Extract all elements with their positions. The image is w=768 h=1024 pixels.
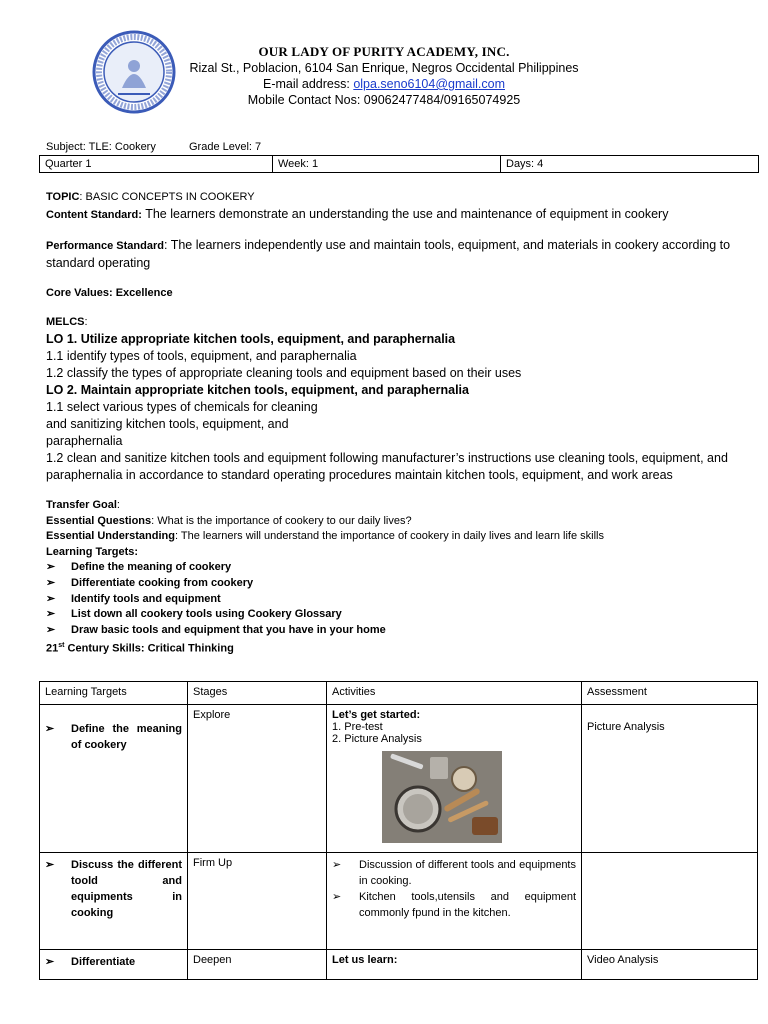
target-text-wrap [45,857,182,921]
target-text: Define the meaning of cookery [71,723,182,751]
arrow-bullet-icon: ➢ [45,859,55,871]
performance-standard-label: Performance Standard [46,240,164,253]
arrow-bullet-icon: ➢ [332,891,342,903]
email-label: E-mail address: [263,77,354,91]
stage-cell: Firm Up [188,853,327,950]
content-standard-text: The learners demonstrate an understanding the use and maintenance of equipment in cookery [141,206,669,221]
transfer-goal-label: Transfer Goal [46,498,117,511]
assessment-text: Picture Analysis [587,721,665,733]
table-row [40,950,758,980]
essential-questions-label: Essential Questions [46,514,152,527]
lo2-item: and sanitizing kitchen tools, equipment, and [46,416,289,431]
transfer-goal [46,498,736,514]
core-values: Core Values: Excellence [46,286,173,299]
target-text: Differentiate [71,956,136,968]
header-stages: Stages [188,682,327,705]
target-cell [40,853,188,950]
century-sup: st [58,642,65,650]
list-item [46,607,736,623]
stage-cell: Explore [188,705,327,853]
arrow-bullet-icon: ➢ [46,576,56,589]
target-text-wrap [45,954,182,970]
essential-understanding [46,529,736,545]
target-cell [40,705,188,853]
week-cell: Week: 1 [273,156,501,173]
header-activities: Activities [327,682,582,705]
school-name: OUR LADY OF PURITY ACADEMY, INC. [258,44,510,59]
lo2-item: 1.1 select various types of chemicals for cleaning [46,399,318,414]
essential-understanding-text: : The learners will understand the importance of cookery in daily lives and learn life skills [174,530,604,543]
learning-target-text: Define the meaning of cookery [71,561,232,574]
arrow-bullet-icon: ➢ [332,859,342,871]
performance-standard-text: : The learners independently use and maintain tools, equipment, and materials in cookery according to standard operating [46,238,731,270]
arrow-bullet-icon: ➢ [45,723,55,735]
lo2-item: paraphernalia [46,433,123,448]
content-standard [46,206,736,224]
list-item [46,560,736,576]
list-item [46,623,736,639]
activity-item [332,857,576,889]
table-header-row [40,682,758,705]
activities-cell [327,853,582,950]
arrow-bullet-icon: ➢ [46,592,56,605]
melcs-label: MELCS [46,316,85,329]
topic-value: : BASIC CONCEPTS IN COOKERY [79,191,255,203]
century-skills-text: Century Skills: Critical Thinking [64,642,234,655]
learning-target-text: Differentiate cooking from cookery [71,576,254,589]
target-text: Discuss the different toold and equipments in cooking [71,859,182,919]
learning-target-text: List down all cookery tools using Cookery Glossary [71,608,342,621]
list-item [46,576,736,592]
lo1-item: 1.2 classify the types of appropriate cleaning tools and equipment based on their uses [46,365,522,380]
assessment-cell: Video Analysis [582,950,758,980]
lo1-item: 1.1 identify types of tools, equipment, and paraphernalia [46,348,357,363]
topic-label: TOPIC [46,191,80,203]
learning-targets-list [46,560,736,638]
school-address: Rizal St., Poblacion, 6104 San Enrique, Negros Occidental Philippines [189,61,579,75]
essential-understanding-label: Essential Understanding [46,530,175,543]
learning-targets-label: Learning Targets: [46,545,139,558]
century-skills [46,638,736,657]
activities-cell [327,950,582,980]
arrow-bullet-icon: ➢ [45,956,55,968]
lo1-heading: LO 1. Utilize appropriate kitchen tools, equipment, and paraphernalia [46,331,456,346]
quarter-cell: Quarter 1 [40,156,273,173]
activity-text: Kitchen tools,utensils and equipment commonly fpund in the kitchen. [359,891,576,919]
target-cell [40,950,188,980]
activity-title: Let’s get started: [332,709,421,721]
learning-target-text: Draw basic tools and equipment that you have in your home [71,623,386,636]
essential-questions [46,514,736,530]
activity-item: 2. Picture Analysis [332,733,422,745]
activity-title: Let us learn: [332,954,398,966]
email-link[interactable]: olpa.seno6104@gmail.com [353,77,505,91]
activities-cell [327,705,582,853]
activity-text: Discussion of different tools and equipments in cooking. [359,859,576,887]
kitchen-tools-photo [382,751,502,843]
days-cell: Days: 4 [501,156,759,173]
lo2-item: 1.2 clean and sanitize kitchen tools and equipment following manufacturer’s instructions use cleaning tools, equipment, and paraphernalia in accordance to standard operating procedures maintain kitchen tools, equipment, and work areas [46,450,728,482]
lesson-body [46,190,736,658]
assessment-cell [582,853,758,950]
header-learning-targets: Learning Targets [40,682,188,705]
quarter-table [39,155,759,173]
melcs-heading: MELCS: [46,316,88,329]
arrow-bullet-icon: ➢ [46,608,56,621]
list-item [46,592,736,608]
quarter-row [40,156,759,173]
content-standard-label: Content Standard: [46,208,142,221]
transfer-goal-value: : [116,498,120,511]
table-row [40,853,758,950]
century-prefix: 21 [46,642,59,655]
letterhead [180,44,588,108]
subject-label: Subject: TLE: Cookery [46,141,156,153]
mobile-contact: Mobile Contact Nos: 09062477484/09165074925 [247,93,521,107]
subject-line [46,141,261,153]
stage-cell: Deepen [188,950,327,980]
header-assessment: Assessment [582,682,758,705]
school-seal-logo [92,30,176,114]
table-row [40,705,758,853]
grade-level: Grade Level: 7 [189,141,262,153]
arrow-bullet-icon: ➢ [46,561,56,574]
learning-target-text: Identify tools and equipment [71,592,221,605]
essential-questions-text: : What is the importance of cookery to our daily lives? [151,514,412,527]
email-line [180,76,588,92]
arrow-bullet-icon: ➢ [46,623,56,636]
assessment-cell [582,705,758,853]
topic-line [46,190,736,206]
performance-standard [46,237,736,272]
activity-item: 1. Pre-test [332,721,383,733]
lo2-heading: LO 2. Maintain appropriate kitchen tools, equipment, and paraphernalia [46,382,469,397]
target-text-wrap [45,721,182,753]
activity-item [332,889,576,921]
lesson-table [39,681,758,980]
